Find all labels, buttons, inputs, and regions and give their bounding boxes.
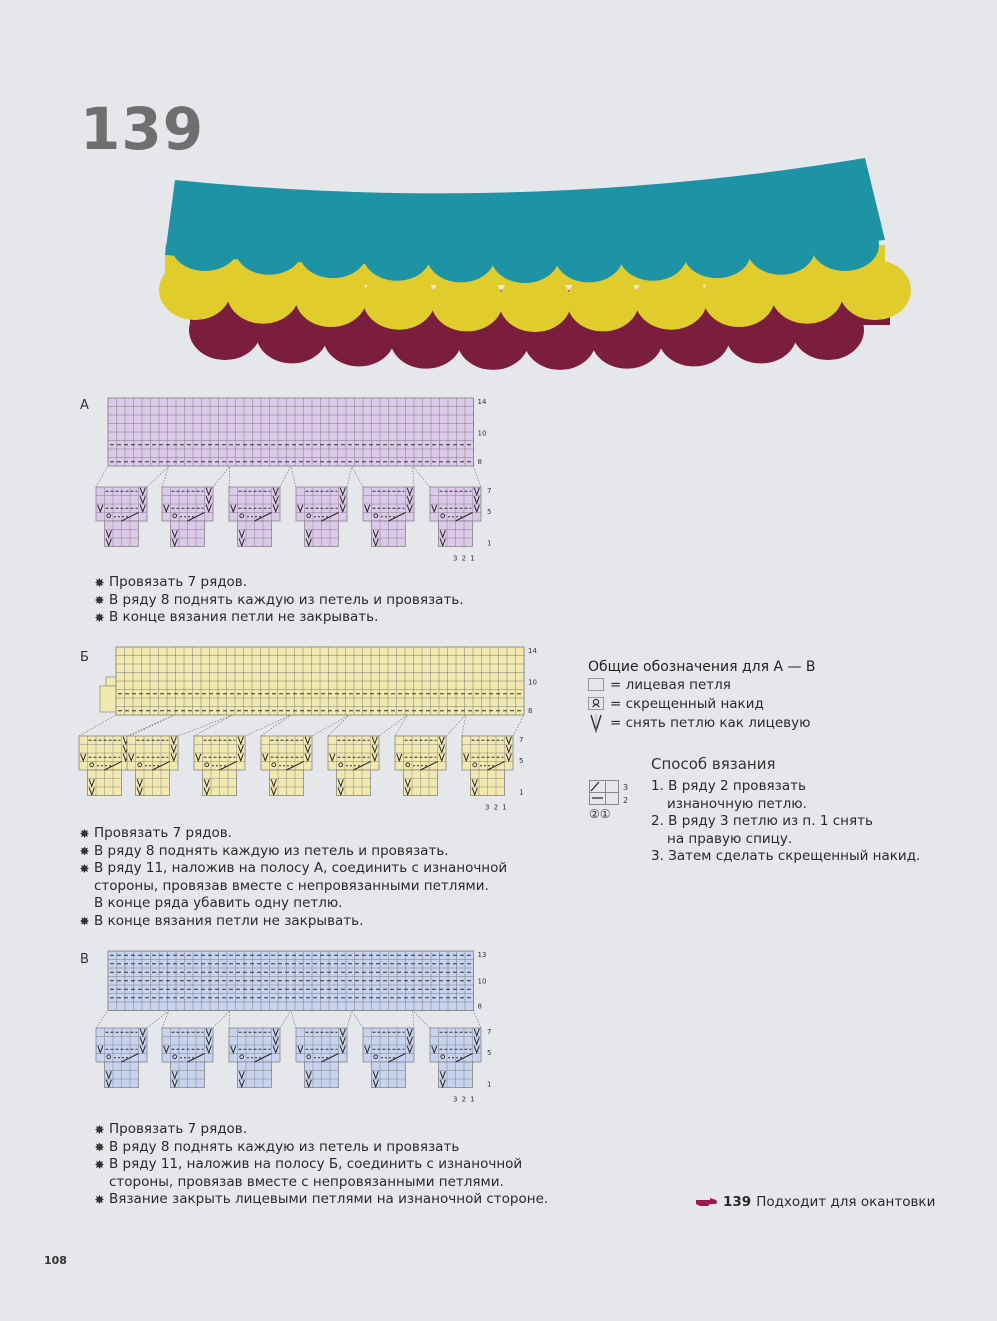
step: Провязать 7 рядов. [95, 1121, 548, 1139]
method-row-label: 2 [623, 796, 629, 805]
method-col-labels: ②① [589, 807, 611, 821]
teal-scallop [171, 219, 239, 271]
method-row-label: 3 [623, 783, 629, 792]
chart-motifs [79, 715, 524, 796]
teal-scallop [299, 226, 367, 278]
motif [291, 466, 352, 547]
step: В ряду 8 поднять каждую из петель и провязать. [95, 592, 464, 610]
step: В ряду 11, наложив на полосу А, соединить с изнаночной [80, 860, 507, 878]
chart-c [88, 948, 508, 1113]
teal-scallop [619, 229, 687, 281]
legend [588, 659, 816, 732]
motif [462, 715, 524, 796]
step: В конце вязания петли не закрывать. [80, 913, 507, 931]
page-number: 108 [44, 1254, 67, 1267]
teal-scallop [427, 230, 495, 282]
pattern-number: 139 [80, 95, 205, 163]
step-continued: стороны, провязав вместе с непровязанными петлями. [94, 877, 489, 894]
row-label: 14 [477, 398, 487, 406]
row-label: 14 [528, 647, 537, 655]
column-labels: 3 2 1 [452, 1095, 476, 1104]
row-label: 8 [477, 1002, 482, 1011]
chart-top-grid [108, 951, 486, 1011]
instructions-a [95, 574, 464, 627]
row-label: 8 [477, 458, 482, 466]
motif [162, 1011, 230, 1088]
chart-motifs [96, 1011, 481, 1088]
step-continued: В конце ряда убавить одну петлю. [94, 895, 343, 911]
step-continued: стороны, провязав вместе с непровязанными петлями. [109, 1173, 504, 1190]
motif [413, 466, 481, 547]
row-label: 5 [519, 757, 524, 766]
method-diagram [586, 777, 634, 821]
teal-band [165, 158, 885, 283]
chart-top-grid [108, 398, 487, 466]
step: В конце вязания петли не закрывать. [95, 609, 464, 627]
motif [413, 1011, 481, 1088]
method-title: Способ вязания [651, 755, 776, 773]
row-label: 7 [487, 1028, 492, 1036]
column-labels: 3 2 1 [484, 803, 508, 812]
legend-item-yarn-over: = скрещенный накид [588, 694, 816, 713]
method-step-continued: изнаночную петлю. [667, 795, 807, 812]
row-label: 1 [487, 1080, 492, 1089]
footer-number: 139 [723, 1194, 752, 1210]
chart-b [74, 644, 537, 819]
row-label: 1 [487, 539, 492, 548]
row-label: 8 [528, 707, 533, 715]
row-label: 5 [487, 508, 492, 517]
motif [395, 715, 466, 796]
motif [96, 466, 169, 547]
step: В ряду 8 поднять каждую из петель и провязать. [80, 843, 507, 861]
motif [162, 466, 230, 547]
teal-scallop [555, 230, 623, 282]
chart-a [88, 395, 508, 565]
knit-stitch-icon [588, 678, 604, 692]
legend-item-knit: = лицевая петля [588, 675, 816, 694]
slip-stitch-icon [588, 716, 604, 730]
method-step-continued: на правую спицу. [667, 830, 793, 847]
row-label: 10 [477, 429, 487, 438]
step: Провязать 7 рядов. [95, 574, 464, 592]
motif [229, 1011, 291, 1088]
instructions-b [80, 825, 507, 930]
teal-scallop [747, 223, 815, 275]
section-letter-a: А [80, 398, 89, 413]
row-label: 10 [528, 678, 537, 687]
row-label: 5 [487, 1049, 492, 1058]
row-label: 1 [519, 788, 524, 797]
row-label: 10 [477, 977, 487, 986]
footer-reference [696, 1194, 935, 1210]
motif [352, 1011, 414, 1088]
chart-top-grid [116, 647, 537, 715]
method-step: 1. В ряду 2 провязать [651, 778, 806, 794]
motif [96, 1011, 169, 1088]
method-step: 3. Затем сделать скрещенный накид. [651, 848, 921, 864]
step: В ряду 8 поднять каждую из петель и провязать [95, 1139, 548, 1157]
twisted-yarn-over-icon [588, 697, 604, 711]
column-labels: 3 2 1 [452, 554, 476, 563]
instructions-c [95, 1121, 548, 1209]
method-steps [651, 778, 920, 866]
step: Вязание закрыть лицевыми петлями на изнаночной стороне. [95, 1191, 548, 1209]
section-letter-b: Б [80, 650, 89, 665]
chart-motifs [96, 466, 481, 547]
knitted-swatch-photo [150, 150, 900, 380]
motif [229, 466, 291, 547]
teal-scallop [491, 231, 559, 283]
motif [291, 1011, 352, 1088]
teal-scallop [683, 226, 751, 278]
step: В ряду 11, наложив на полосу Б, соединить с изнаночной [95, 1156, 548, 1174]
motif [352, 466, 414, 547]
footer-text: Подходит для окантовки [756, 1194, 936, 1210]
row-label: 7 [519, 736, 524, 744]
teal-scallop [235, 223, 303, 275]
legend-title: Общие обозначения для А — В [588, 659, 816, 675]
step: Провязать 7 рядов. [80, 825, 507, 843]
teal-scallop [811, 219, 879, 271]
section-letter-c: В [80, 952, 89, 967]
row-label: 13 [477, 951, 487, 959]
teal-scallop [363, 229, 431, 281]
row-label: 7 [487, 487, 492, 495]
legend-item-slip: = снять петлю как лицевую [588, 713, 816, 732]
pointing-hand-icon [696, 1197, 718, 1207]
method-step: 2. В ряду 3 петлю из п. 1 снять [651, 813, 873, 829]
